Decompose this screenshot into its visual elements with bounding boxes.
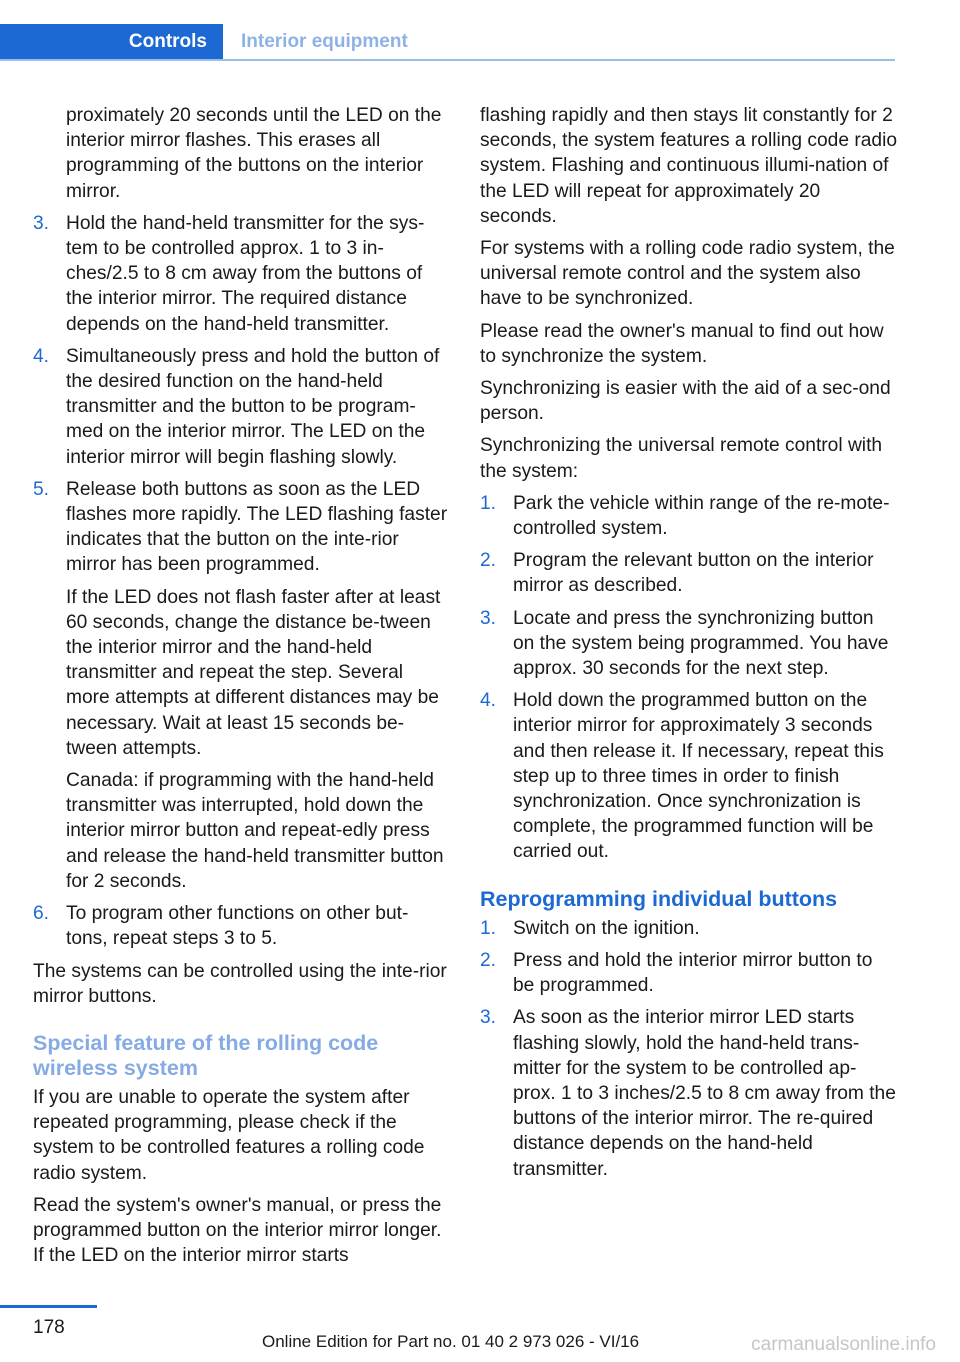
step-number: 5. [33, 478, 50, 500]
step-text: Canada: if programming with the hand-held transmitter was interrupted, hold down the interior mirror button and repeat‐edly press and release the hand-held transmitter button for 2 seconds. [66, 770, 444, 892]
section-heading-reprogramming: Reprogramming individual buttons [480, 886, 838, 911]
step-text: Switch on the ignition. [513, 917, 700, 939]
reprogramming-steps [480, 916, 898, 1182]
step-text: As soon as the interior mirror LED starts flashing slowly, hold the hand-held trans‐mitter for the system to be controlled ap‐prox. 1 to 3 inches/2.5 to 8 cm away from the buttons of the interior mirror. The re‐quired distance depends on the hand-held transmitter. [513, 1007, 896, 1180]
step-text: To program other functions on other but‐tons, repeat steps 3 to 5. [66, 903, 409, 950]
intro-paragraph: proximately 20 seconds until the LED on the interior mirror flashes. This erases all programming of the buttons on the interior mirror. [66, 105, 442, 202]
list-item [33, 211, 448, 337]
sync-steps [480, 491, 898, 865]
step-number: 6. [33, 903, 50, 925]
footer-rule [0, 1305, 97, 1308]
body-paragraph: Read the system's owner's manual, or press the programmed button on the interior mirror longer. If the LED on the interior mirror starts [33, 1194, 442, 1267]
list-item [480, 491, 898, 541]
list-item [480, 948, 898, 998]
list-item [33, 344, 448, 470]
step-number: 1. [480, 917, 497, 939]
subsection-tab: Interior equipment [241, 31, 408, 52]
step-number: 3. [480, 607, 497, 629]
step-number: 4. [480, 690, 497, 712]
body-paragraph: Synchronizing is easier with the aid of a sec‐ond person. [480, 378, 891, 425]
section-tab: Controls [0, 24, 223, 60]
step-number: 3. [33, 212, 50, 234]
step-number: 2. [480, 949, 497, 971]
header-rule [0, 59, 895, 61]
list-item [480, 688, 898, 864]
step-text: Locate and press the synchronizing button on the system being programmed. You have approx. 30 seconds for the next step. [513, 607, 889, 680]
body-paragraph: The systems can be controlled using the inte‐rior mirror buttons. [33, 960, 447, 1007]
programming-steps [33, 211, 448, 952]
step-text: Hold down the programmed button on the interior mirror for approximately 3 seconds and then release it. If necessary, repeat this step up to three times in order to finish synchronization. Once synchronization is complete, the programmed function will be carried out. [513, 690, 884, 863]
body-paragraph: If you are unable to operate the system after repeated programming, please check if the system to be controlled features a rolling code radio system. [33, 1086, 425, 1184]
step-number: 4. [33, 345, 50, 367]
body-paragraph: Please read the owner's manual to find out how to synchronize the system. [480, 320, 884, 367]
step-number: 3. [480, 1007, 497, 1029]
body-paragraph: flashing rapidly and then stays lit constantly for 2 seconds, the system features a rolling code radio system. Flashing and continuous illumi‐nation of the LED will repeat for approximately 20 seconds. [480, 105, 898, 227]
step-text: Press and hold the interior mirror button to be programmed. [513, 949, 873, 997]
list-item [480, 606, 898, 682]
step-number: 1. [480, 492, 497, 514]
step-text: Program the relevant button on the interior mirror as described. [513, 550, 874, 597]
page-number: 178 [33, 1317, 65, 1338]
step-text: Simultaneously press and hold the button of the desired function on the hand-held transmitter and the button to be program‐med on the interior mirror. The LED on the interior mirror will begin flashing slowly. [66, 345, 440, 468]
watermark: carmanualsonline.info [751, 1334, 936, 1355]
list-item [480, 548, 898, 598]
page-header [0, 24, 895, 62]
list-item [33, 477, 448, 894]
body-paragraph: For systems with a rolling code radio system, the universal remote control and the system also have to be synchronized. [480, 238, 895, 310]
list-item [480, 1005, 898, 1181]
right-column [480, 103, 898, 1189]
body-paragraph: Synchronizing the universal remote control with the system: [480, 435, 883, 482]
list-item [480, 916, 898, 941]
step-text: If the LED does not flash faster after at least 60 seconds, change the distance be‐tween the interior mirror and the hand-held transmitter and repeat the step. Several more attempts at different distances may be necessary. Wait at least 15 seconds be‐tween attempts. [66, 586, 441, 759]
list-item [33, 901, 448, 951]
step-number: 2. [480, 550, 497, 572]
step-text: Park the vehicle within range of the re‐mote-controlled system. [513, 492, 890, 540]
left-column [33, 103, 448, 1275]
section-heading-rolling-code: Special feature of the rolling code wireless system [33, 1030, 379, 1080]
step-text: Release both buttons as soon as the LED flashes more rapidly. The LED flashing faster indicates that the button on the inte‐rior mirror has been programmed. [66, 478, 448, 576]
edition-note: Online Edition for Part no. 01 40 2 973 026 - VI/16 [262, 1332, 640, 1351]
step-text: Hold the hand-held transmitter for the sys‐tem to be controlled approx. 1 to 3 in‐ches/2.5 to 8 cm away from the buttons of the interior mirror. The required distance depends on the hand-held transmitter. [66, 212, 425, 335]
